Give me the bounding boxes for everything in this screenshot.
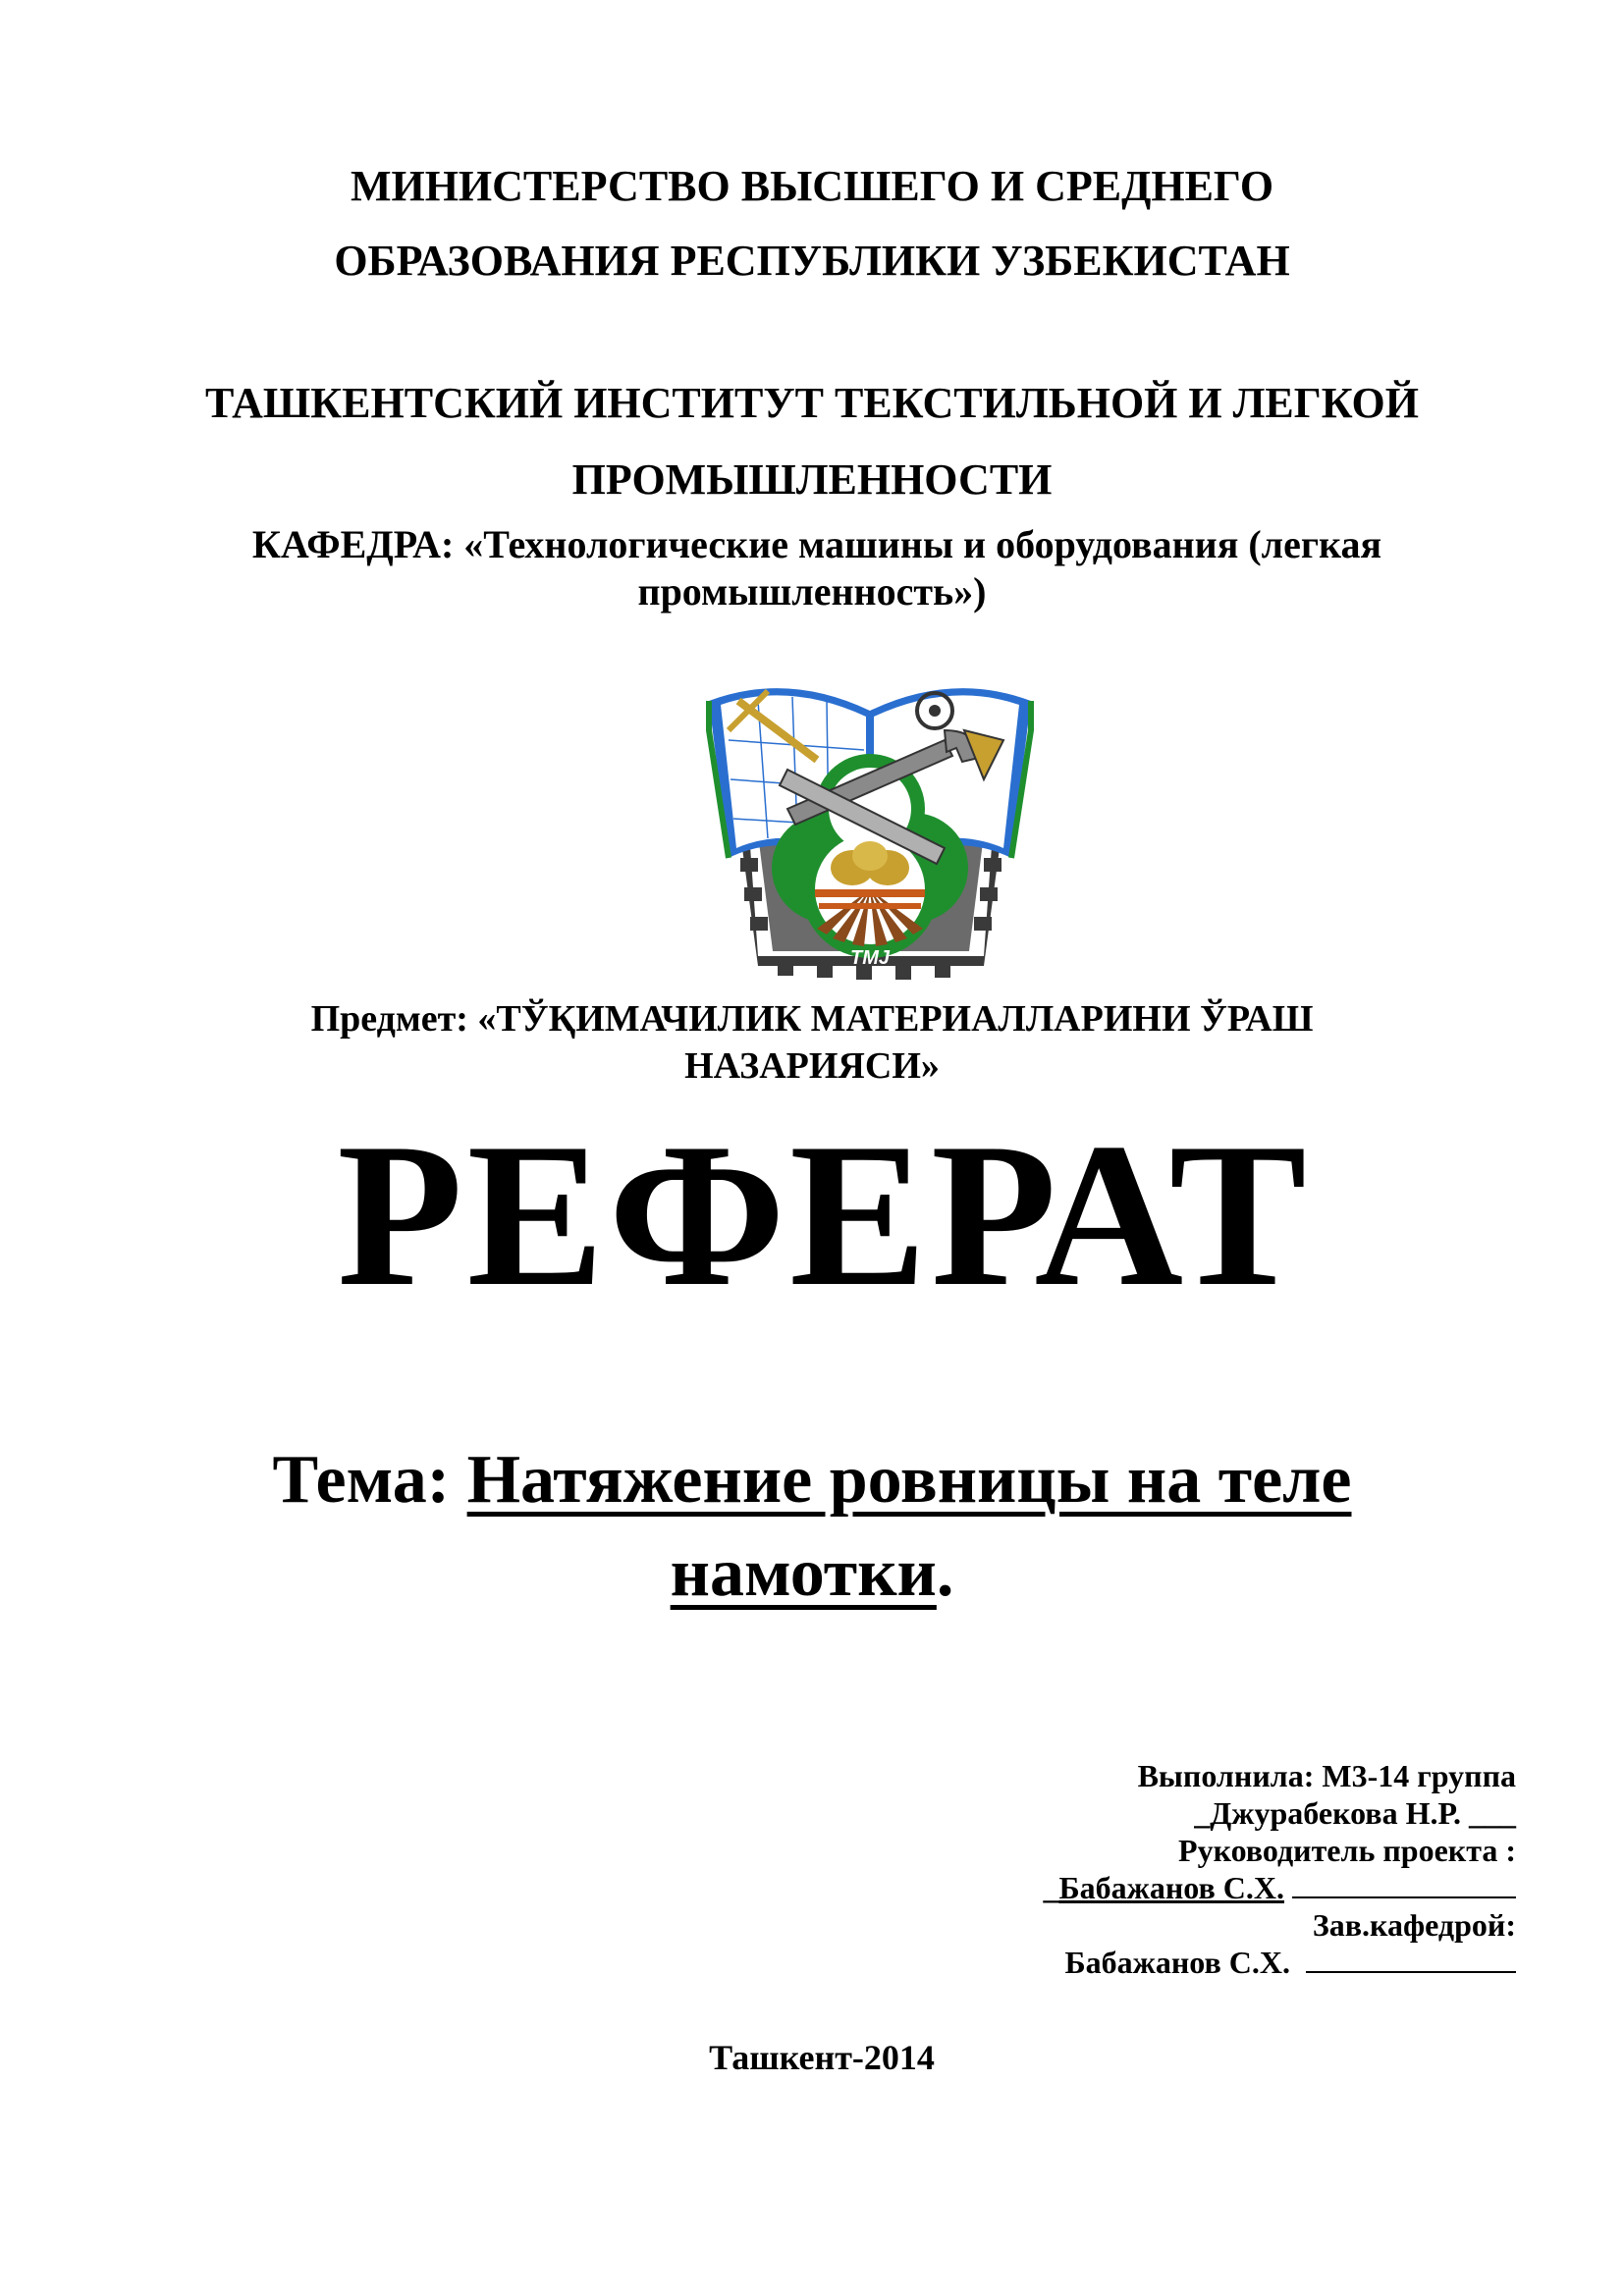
institute-line-1: ТАШКЕНТСКИЙ ИНСТИТУТ ТЕКСТИЛЬНОЙ И ЛЕГКОЙ — [205, 379, 1419, 427]
supervisor-signature-line — [1292, 1869, 1516, 1898]
author-group: Выполнила: М3-14 группа — [1137, 1758, 1516, 1793]
subject-heading — [0, 995, 1624, 1090]
document-title: РЕФЕРАТ — [337, 1101, 1311, 1329]
institute-line-2: ПРОМЫШЛЕННОСТИ — [571, 455, 1053, 504]
topic-title-part-1: Натяжение ровницы на теле — [466, 1442, 1352, 1518]
supervisor-row — [927, 1869, 1516, 1906]
institute-heading — [0, 365, 1624, 518]
institute-logo — [699, 671, 1041, 986]
topic-line-1 — [0, 1433, 1624, 1526]
topic-line-2 — [0, 1526, 1624, 1620]
head-name: Бабажанов С.Х. — [1064, 1945, 1290, 1980]
department-line-2: промышленность») — [637, 569, 987, 614]
supervisor-name: Бабажанов С.Х. — [1058, 1870, 1284, 1905]
city-year: Ташкент-2014 — [709, 2038, 935, 2077]
logo-text: TMJ — [850, 947, 890, 969]
subject-line-2: НАЗАРИЯСИ» — [684, 1045, 940, 1087]
author-info — [927, 1757, 1516, 1981]
head-signature-line — [1306, 1944, 1516, 1973]
author-name: _Джурабекова Н.Р. ___ — [1194, 1795, 1516, 1831]
ministry-heading — [0, 149, 1624, 298]
department-line-1: КАФЕДРА: «Технологические машины и оборудования (легкая — [251, 522, 1382, 566]
department-heading — [0, 521, 1624, 615]
topic-label: Тема: — [272, 1442, 451, 1518]
topic-heading — [0, 1433, 1624, 1620]
topic-period: . — [936, 1535, 954, 1611]
ministry-line-1: МИНИСТЕРСТВО ВЫСШЕГО И СРЕДНЕГО — [350, 162, 1274, 210]
subject-line-1: Предмет: «ТЎҚИМАЧИЛИК МАТЕРИАЛЛАРИНИ ЎРАШ — [310, 998, 1314, 1040]
supervisor-prefix: _ — [1043, 1870, 1059, 1905]
supervisor-label: Руководитель проекта : — [1178, 1833, 1516, 1868]
ministry-line-2: ОБРАЗОВАНИЯ РЕСПУБЛИКИ УЗБЕКИСТАН — [334, 237, 1290, 285]
head-row — [927, 1944, 1516, 1981]
head-label: Зав.кафедрой: — [1312, 1907, 1516, 1943]
topic-title-part-2: намотки — [670, 1535, 937, 1611]
